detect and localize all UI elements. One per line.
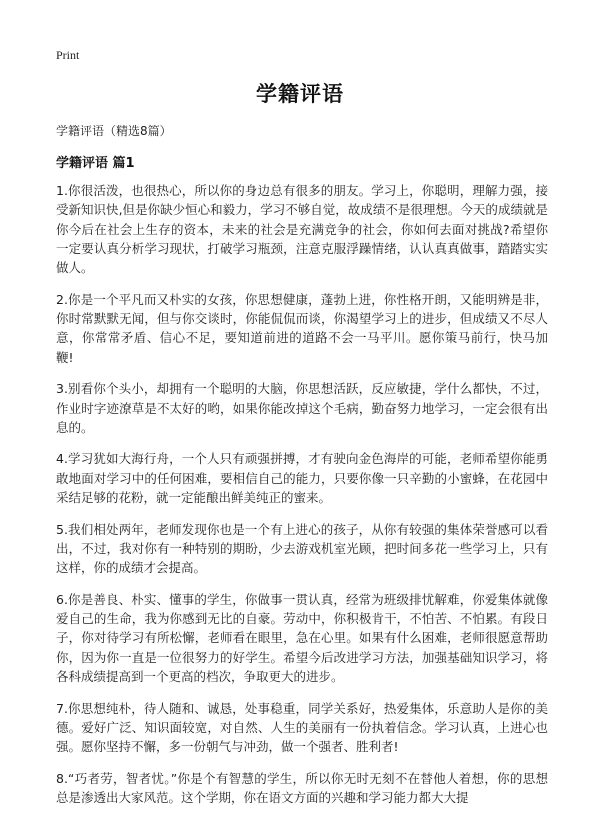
print-link[interactable]: Print <box>56 48 80 62</box>
comment-paragraph-4: 4.学习犹如大海行舟，一个人只有顽强拼搏，才有驶向金色海岸的可能，老师希望你能勇敢地面对学习中的任何困难，要相信自己的能力，只要你像一只辛勤的小蜜蜂，在花园中采结足够的花粉，就一定能酿出鲜美纯正的蜜来。 <box>56 451 548 506</box>
comment-paragraph-8: 8.“巧者劳，智者忧。”你是个有智慧的学生，所以你无时无刻不在替他人着想，你的思想总是渗透出大家风范。这个学期，你在语文方面的兴趣和学习能力都大大提 <box>56 770 548 806</box>
comment-paragraph-6: 6.你是善良、朴实、懂事的学生，你做事一贯认真，经常为班级排忧解难，你爱集体就像爱自己的生命，我为你感到无比的自豪。劳动中，你积极肯干，不怕苦、不怕累。有段日子，你对待学习有所松懈，老师看在眼里，急在心里。如果有什么困难，老师很愿意帮助你，因为你一直是一位很努力的好学生。希望今后改进学习方法，加强基础知识学习，将各科成绩提高到一个更高的档次，争取更大的进步。 <box>56 591 548 685</box>
page-title: 学籍评语 <box>256 82 344 106</box>
section-heading: 学籍评语 篇1 <box>56 156 135 171</box>
comment-paragraph-2: 2.你是一个平凡而又朴实的女孩，你思想健康，蓬勃上进，你性格开朗，又能明辨是非，你时常默默无闻，但与你交谈时，你能侃侃而谈，你渴望学习上的进步，但成绩又不尽人意，你常常矛盾、信心不足，要知道前进的道路不会一马平川。愿你策马前行，快马加鞭! <box>56 291 548 365</box>
article-subtitle: 学籍评语（精选8篇） <box>56 124 172 138</box>
comment-paragraph-3: 3.别看你个头小，却拥有一个聪明的大脑，你思想活跃，反应敏捷，学什么都快，不过，作业时字迹潦草是不太好的哟，如果你能改掉这个毛病，勤奋努力地学习，一定会很有出息的。 <box>56 381 548 435</box>
comment-paragraph-5: 5.我们相处两年，老师发现你也是一个有上进心的孩子，从你有较强的集体荣誉感可以看出，不过，我对你有一种特别的期盼，少去游戏机室光顾，把时间多花一些学习上，只有这样，你的成绩才会提高。 <box>56 521 548 576</box>
comment-paragraph-7: 7.你思想纯朴，待人随和、诚恳，处事稳重，同学关系好，热爱集体，乐意助人是你的美德。爱好广泛、知识面较宽，对自然、人生的美丽有一份执着信念。学习认真，上进心也强。愿你坚持不懈，多一份朝气与冲劲，做一个强者、胜利者! <box>56 700 548 755</box>
comment-list <box>56 181 548 820</box>
comment-paragraph-1: 1.你很活泼，也很热心，所以你的身边总有很多的朋友。学习上，你聪明，理解力强，接受新知识快,但是你缺少恒心和毅力，学习不够自觉，故成绩不是很理想。今天的成绩就是你今后在社会上生存的资本，未来的社会是充满竞争的社会，你如何去面对挑战?希望你一定要认真分析学习现状，打破学习瓶颈，注意克服浮躁情绪，认认真真做事，踏踏实实做人。 <box>56 183 548 276</box>
